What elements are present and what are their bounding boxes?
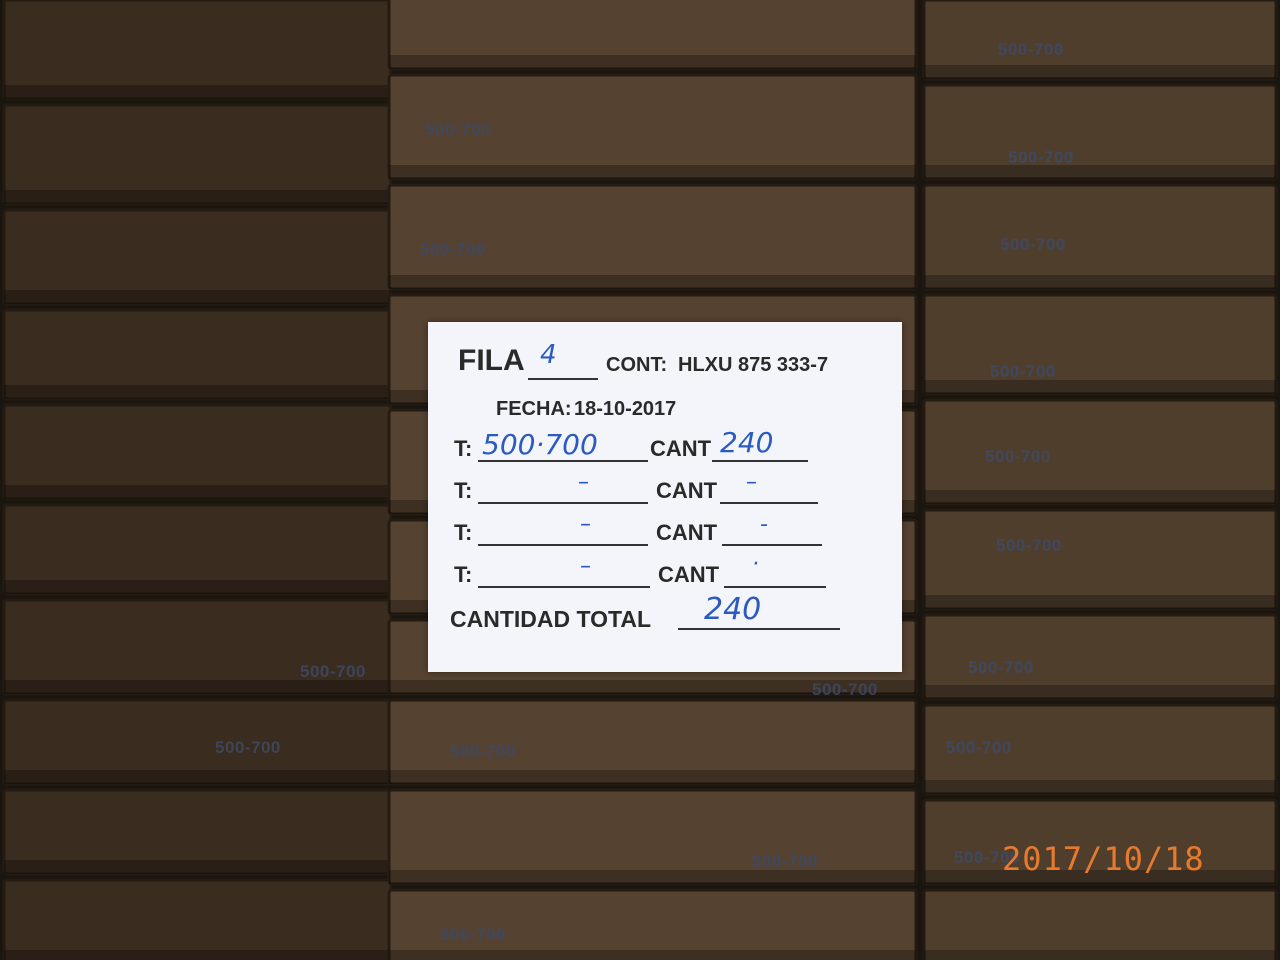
row4-cant-value: · [752,552,759,577]
box-label: 500-700 [450,742,516,761]
row3-cant-label: CANT [656,520,718,545]
box-label: 500-700 [420,240,486,259]
cardboard-box [4,105,391,204]
total-underline [678,628,840,630]
row1-cant-label: CANT [650,436,712,461]
box-label: 500-700 [215,738,281,757]
row4-cant-label: CANT [658,562,720,587]
box-label: 500-700 [985,447,1051,466]
box-shadow-edge [389,870,916,884]
row2-t-underline [478,502,648,504]
cardboard-box [924,400,1276,504]
box-label: 500-700 [968,658,1034,677]
box-shadow-edge [924,595,1276,609]
row3-cant-value: - [760,512,768,537]
box-shadow-edge [389,165,916,179]
pallet-label-sheet [428,322,902,672]
total-label: CANTIDAD TOTAL [450,606,652,632]
box-shadow-edge [4,485,391,499]
box-shadow-edge [4,290,391,304]
box-label: 500-700 [425,120,491,139]
cont-label: CONT: [606,354,668,376]
total-value: 240 [704,592,762,627]
box-label: 500-700 [1000,235,1066,254]
box-shadow-edge [4,385,391,399]
row2-t-label: T: [454,478,473,503]
box-shadow-edge [389,55,916,69]
row3-t-underline [478,544,648,546]
cardboard-box [4,0,391,99]
date-stamp: 2017/10/18 [1002,840,1205,878]
row1-t-value: 500·700 [482,428,598,461]
box-label: 500-700 [996,536,1062,555]
cardboard-box [924,295,1276,394]
box-shadow-edge [924,950,1276,960]
box-shadow-edge [924,380,1276,394]
cardboard-box [924,85,1276,179]
fila-label: FILA [458,344,525,377]
row3-t-label: T: [454,520,473,545]
box-shadow-edge [4,950,391,960]
fecha-value: 18-10-2017 [574,398,677,420]
cardboard-box [4,405,391,499]
row3-t-value: – [580,512,591,537]
box-shadow-edge [4,860,391,874]
box-shadow-edge [4,85,391,99]
box-shadow-edge [389,275,916,289]
cardboard-box [924,510,1276,609]
box-label: 500-700 [752,852,818,871]
row4-t-value: – [580,554,591,579]
box-shadow-edge [4,680,391,694]
box-shadow-edge [924,275,1276,289]
box-label: 500-700 [1008,148,1074,167]
box-label: 500-700 [990,362,1056,381]
box-shadow-edge [924,65,1276,79]
row4-t-label: T: [454,562,473,587]
cardboard-box [389,185,916,289]
box-shadow-edge [924,490,1276,504]
row4-t-underline [478,586,650,588]
box-label: 500-700 [440,925,506,944]
row3-cant-underline [722,544,822,546]
cardboard-box [389,790,916,884]
fila-underline [528,378,598,380]
box-shadow-edge [924,780,1276,794]
box-label: 500-700 [300,662,366,681]
cardboard-box [924,890,1276,960]
box-shadow-edge [389,770,916,784]
box-shadow-edge [924,685,1276,699]
box-shadow-edge [389,950,916,960]
box-shadow-edge [924,165,1276,179]
row2-cant-underline [720,502,818,504]
fecha-label: FECHA: [496,398,572,420]
box-shadow-edge [4,770,391,784]
box-shadow-edge [4,580,391,594]
cont-value: HLXU 875 333-7 [678,354,829,376]
cardboard-box [924,185,1276,289]
fila-value: 4 [540,340,557,370]
row1-cant-value: 240 [720,426,774,459]
row2-cant-value: – [746,470,757,495]
box-label: 500-700 [812,680,878,699]
row2-t-value: – [578,470,589,495]
row1-cant-underline [712,460,808,462]
row1-t-label: T: [454,436,473,461]
box-label: 500-700 [998,40,1064,59]
box-shadow-edge [4,190,391,204]
box-label: 500-700 [946,738,1012,757]
box-label: 500-700 [954,848,1020,867]
cardboard-box [4,210,391,304]
cardboard-box [4,880,391,960]
row4-cant-underline [724,586,826,588]
row2-cant-label: CANT [656,478,718,503]
